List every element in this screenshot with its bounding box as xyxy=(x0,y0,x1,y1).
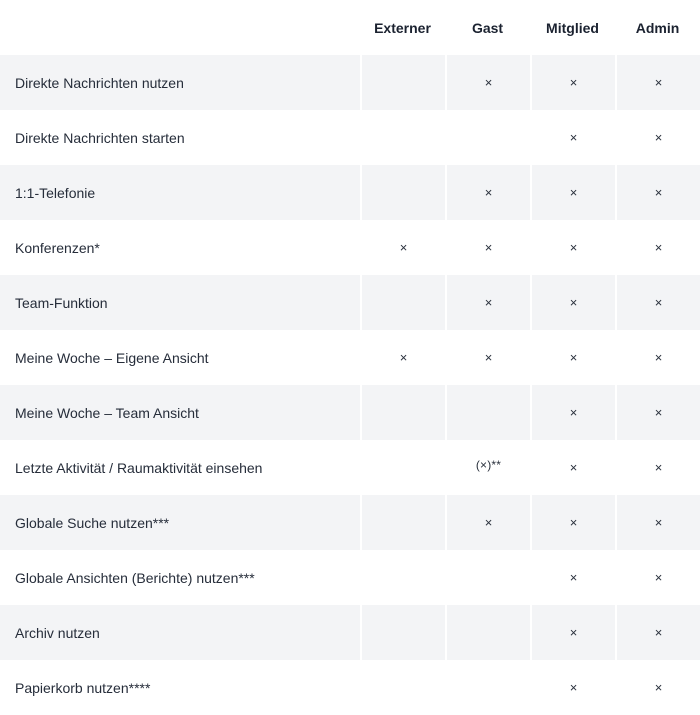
check-mark: × xyxy=(399,240,408,255)
table-header-row xyxy=(0,0,700,55)
check-mark: × xyxy=(654,75,663,90)
feature-label: Globale Suche nutzen*** xyxy=(0,495,360,550)
feature-label: Meine Woche – Team Ansicht xyxy=(0,385,360,440)
table-row xyxy=(0,165,700,220)
feature-label: Direkte Nachrichten starten xyxy=(15,129,185,146)
cell-gast xyxy=(445,110,530,165)
table-row xyxy=(0,110,700,165)
cell-admin xyxy=(615,550,700,605)
cell-admin xyxy=(615,220,700,275)
cell-admin xyxy=(615,495,700,550)
table-row xyxy=(0,550,700,605)
check-mark: × xyxy=(654,350,663,365)
cell-mitglied xyxy=(530,220,615,275)
cell-gast xyxy=(445,220,530,275)
table-row xyxy=(0,440,700,495)
check-mark: × xyxy=(654,240,663,255)
feature-label: Team-Funktion xyxy=(0,275,360,330)
cell-admin xyxy=(615,275,700,330)
cell-admin xyxy=(615,110,700,165)
table-row xyxy=(0,605,700,660)
cell-mitglied xyxy=(530,55,615,110)
cell-admin xyxy=(615,605,700,660)
cell-admin xyxy=(615,660,700,715)
table-row xyxy=(0,330,700,385)
feature-label: Archiv nutzen xyxy=(0,605,360,660)
cell-mitglied xyxy=(530,385,615,440)
cell-mitglied xyxy=(530,165,615,220)
feature-label: Direkte Nachrichten nutzen xyxy=(0,55,360,110)
check-mark: × xyxy=(484,295,493,310)
table-row xyxy=(0,55,700,110)
check-mark: × xyxy=(654,130,663,145)
check-mark: × xyxy=(484,515,493,530)
cell-externer xyxy=(360,55,445,110)
cell-admin xyxy=(615,55,700,110)
check-mark: × xyxy=(569,295,578,310)
check-mark: × xyxy=(569,130,578,145)
check-mark: × xyxy=(654,680,663,695)
feature-label: Globale Ansichten (Berichte) nutzen*** xyxy=(15,569,255,586)
cell-mitglied xyxy=(530,660,615,715)
header-mitglied: Mitglied xyxy=(546,19,599,36)
cell-externer xyxy=(360,605,445,660)
table-row xyxy=(0,220,700,275)
header-gast: Gast xyxy=(471,19,504,36)
check-mark: × xyxy=(569,240,578,255)
cell-externer xyxy=(360,275,445,330)
check-mark: × xyxy=(484,240,493,255)
check-mark: × xyxy=(569,515,578,530)
header-feature-cell xyxy=(0,0,360,55)
cell-externer xyxy=(360,330,445,385)
check-mark: × xyxy=(569,570,578,585)
cell-externer xyxy=(360,110,445,165)
cell-mitglied xyxy=(530,110,615,165)
cell-externer xyxy=(360,165,445,220)
check-mark: × xyxy=(654,185,663,200)
cell-gast xyxy=(445,275,530,330)
table-row xyxy=(0,385,700,440)
feature-label: 1:1-Telefonie xyxy=(0,165,360,220)
cell-gast xyxy=(445,55,530,110)
partial-check-mark: (×)** xyxy=(475,457,502,472)
cell-mitglied xyxy=(530,605,615,660)
cell-externer xyxy=(360,220,445,275)
cell-admin xyxy=(615,385,700,440)
header-externer: Externer xyxy=(374,19,431,36)
cell-mitglied xyxy=(530,550,615,605)
cell-admin xyxy=(615,330,700,385)
cell-gast xyxy=(445,385,530,440)
cell-externer xyxy=(360,660,445,715)
check-mark: × xyxy=(484,350,493,365)
check-mark: × xyxy=(654,625,663,640)
check-mark: × xyxy=(484,185,493,200)
check-mark: × xyxy=(654,295,663,310)
check-mark: × xyxy=(569,625,578,640)
cell-mitglied xyxy=(530,440,615,495)
table-row xyxy=(0,660,700,715)
cell-mitglied xyxy=(530,330,615,385)
check-mark: × xyxy=(569,460,578,475)
cell-externer xyxy=(360,440,445,495)
check-mark: × xyxy=(569,405,578,420)
check-mark: × xyxy=(399,350,408,365)
cell-gast xyxy=(445,495,530,550)
table-row xyxy=(0,495,700,550)
check-mark: × xyxy=(654,460,663,475)
cell-gast xyxy=(445,550,530,605)
check-mark: × xyxy=(569,75,578,90)
cell-admin xyxy=(615,165,700,220)
cell-gast xyxy=(445,330,530,385)
check-mark: × xyxy=(569,350,578,365)
table-row xyxy=(0,275,700,330)
cell-gast xyxy=(445,165,530,220)
check-mark: × xyxy=(569,680,578,695)
cell-externer xyxy=(360,550,445,605)
feature-label: Letzte Aktivität / Raumaktivität einsehen xyxy=(15,459,263,476)
check-mark: × xyxy=(484,75,493,90)
feature-label: Papierkorb nutzen**** xyxy=(15,679,151,696)
check-mark: × xyxy=(654,405,663,420)
check-mark: × xyxy=(654,515,663,530)
cell-admin xyxy=(615,440,700,495)
cell-gast xyxy=(445,440,530,495)
cell-gast xyxy=(445,605,530,660)
cell-gast xyxy=(445,660,530,715)
check-mark: × xyxy=(654,570,663,585)
cell-externer xyxy=(360,495,445,550)
feature-label: Meine Woche – Eigene Ansicht xyxy=(15,349,209,366)
cell-externer xyxy=(360,385,445,440)
cell-mitglied xyxy=(530,275,615,330)
cell-mitglied xyxy=(530,495,615,550)
feature-label: Konferenzen* xyxy=(15,239,100,256)
check-mark: × xyxy=(569,185,578,200)
header-admin: Admin xyxy=(635,19,680,36)
